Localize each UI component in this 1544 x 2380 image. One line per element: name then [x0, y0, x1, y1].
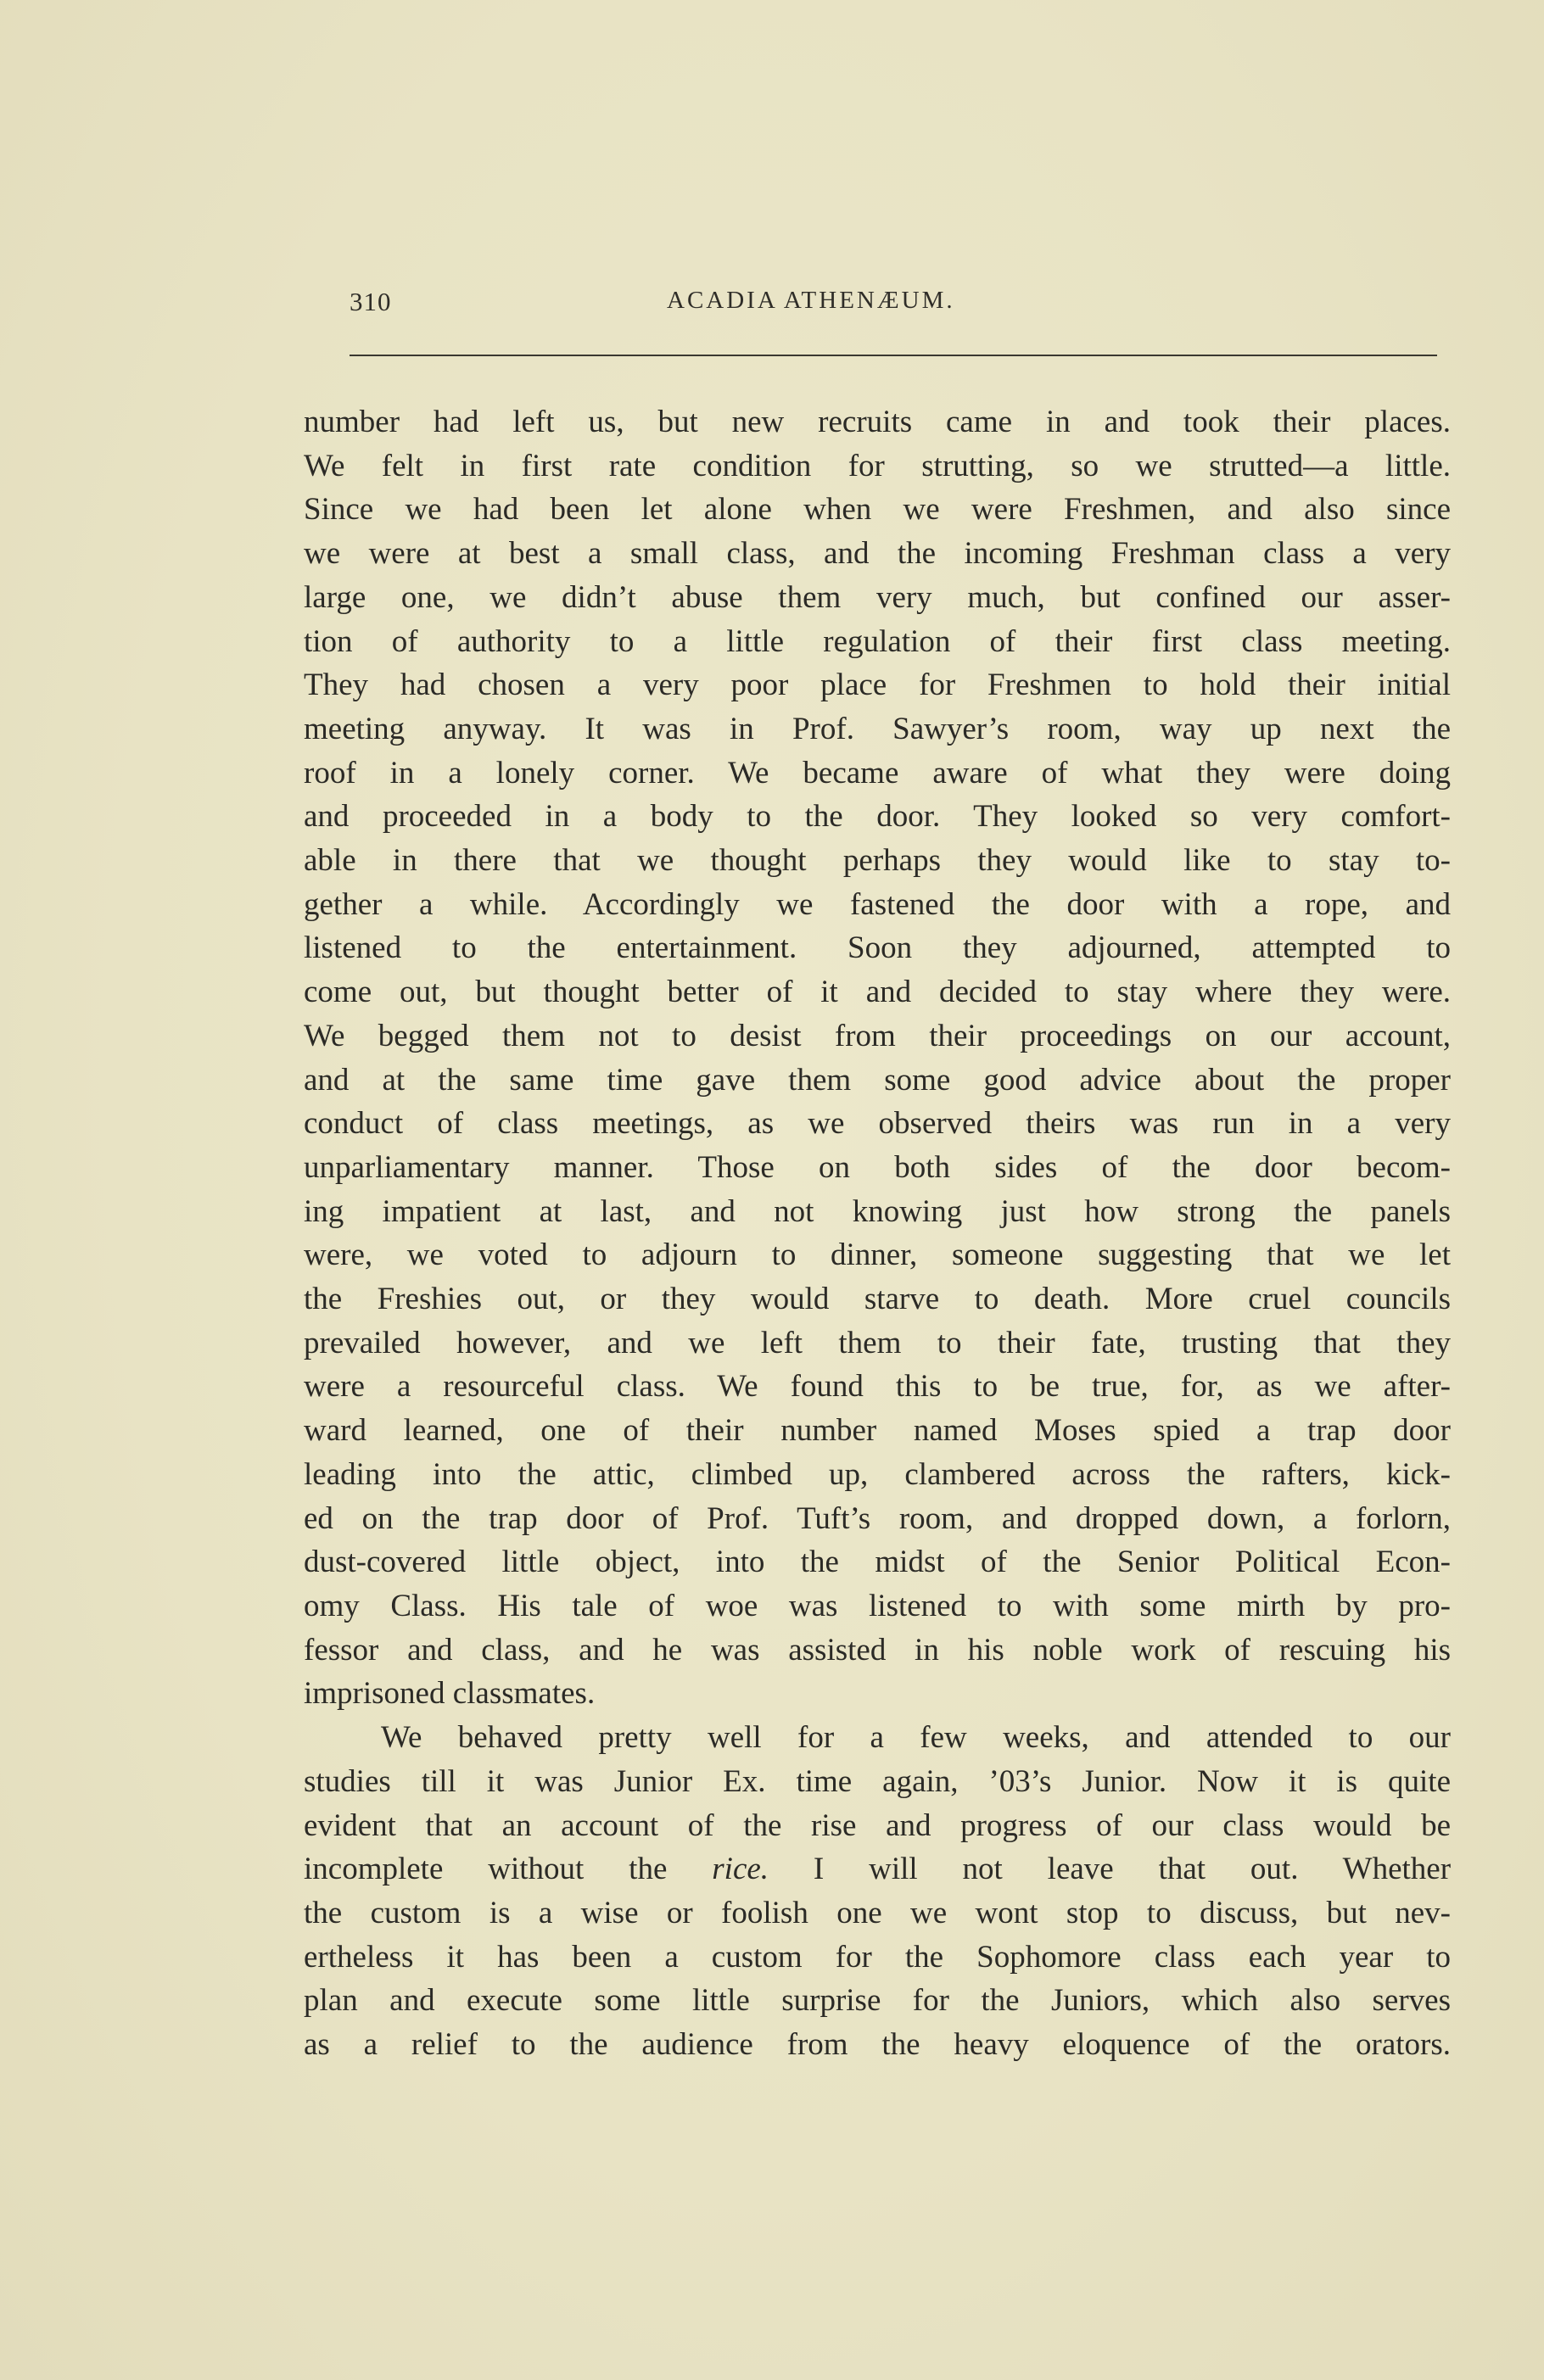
text-line: evident that an account of the rise and progress of our class would be: [304, 1807, 1451, 1843]
text-line: leading into the attic, climbed up, clambered across the rafters, kick-: [304, 1456, 1451, 1492]
text-line: dust-covered little object, into the midst of the Senior Political Econ-: [304, 1545, 1451, 1580]
text-line: imprisoned classmates.: [304, 1676, 596, 1712]
text-line: We behaved pretty well for a few weeks, and attended to our: [381, 1720, 1451, 1756]
text-line: and at the same time gave them some good advice about the proper: [304, 1062, 1451, 1098]
text-line: tion of authority to a little regulation of their first class meeting.: [304, 623, 1451, 659]
text-line: the Freshies out, or they would starve to death. More cruel councils: [304, 1282, 1451, 1317]
text-line: able in there that we thought perhaps they would like to stay to-: [304, 843, 1451, 879]
text-line: ed on the trap door of Prof. Tuft’s room, and dropped down, a forlorn,: [304, 1500, 1451, 1536]
body-text: [304, 400, 1451, 2067]
text-line: number had left us, but new recruits came in and took their places.: [304, 405, 1451, 439]
text-line: we were at best a small class, and the incoming Freshman class a very: [304, 536, 1451, 572]
text-line: as a relief to the audience from the heavy eloquence of the orators.: [304, 2027, 1451, 2063]
text-line: roof in a lonely corner. We became aware of what they were doing: [304, 755, 1451, 791]
text-line: plan and execute some little surprise for the Juniors, which also serves: [304, 1983, 1451, 2019]
text-line: prevailed however, and we left them to their fate, trusting that they: [304, 1325, 1451, 1360]
text-line: They had chosen a very poor place for Freshmen to hold their initial: [304, 668, 1451, 703]
text-line: omy Class. His tale of woe was listened to with some mirth by pro-: [304, 1588, 1451, 1623]
text-line: studies till it was Junior Ex. time again, ’03’s Junior. Now it is quite: [304, 1763, 1451, 1799]
text-line: ertheless it has been a custom for the Sophomore class each year to: [304, 1939, 1451, 1975]
header-rule: [350, 355, 1437, 356]
text-line: large one, we didn’t abuse them very much, but confined our asser-: [304, 579, 1451, 615]
italic-word: rice.: [712, 1852, 769, 1887]
text-line: fessor and class, and he was assisted in his noble work of rescuing his: [304, 1632, 1451, 1668]
text-line: conduct of class meetings, as we observed theirs was run in a very: [304, 1106, 1451, 1142]
text-line: unparliamentary manner. Those on both sides of the door becom-: [304, 1149, 1451, 1185]
text-line: ward learned, one of their number named Moses spied a trap door: [304, 1413, 1451, 1449]
text-line: come out, but thought better of it and decided to stay where they were.: [304, 975, 1451, 1010]
text-line: We begged them not to desist from their proceedings on our account,: [304, 1018, 1451, 1053]
text-line: Since we had been let alone when we were Freshmen, and also since: [304, 492, 1451, 528]
text-line: ing impatient at last, and not knowing just how strong the panels: [304, 1193, 1451, 1229]
text-line: the custom is a wise or foolish one we wont stop to discuss, but nev-: [304, 1895, 1451, 1930]
text-line: were a resourceful class. We found this to be true, for, as we after-: [304, 1369, 1451, 1405]
text-line: and proceeded in a body to the door. They looked so very comfort-: [304, 799, 1451, 835]
text-line: listened to the entertainment. Soon they adjourned, attempted to: [304, 930, 1451, 966]
text-line: were, we voted to adjourn to dinner, someone suggesting that we let: [304, 1237, 1451, 1273]
journal-title: ACADIA ATHENÆUM.: [667, 287, 955, 314]
text-line: [304, 1847, 1451, 1891]
text-segment: I will not leave that out. Whether: [813, 1852, 1452, 1887]
page-number: 310: [350, 287, 392, 316]
running-head: [350, 287, 1442, 329]
text-line: We felt in first rate condition for strutting, so we strutted—a little.: [304, 448, 1451, 483]
text-line: gether a while. Accordingly we fastened the door with a rope, and: [304, 886, 1451, 922]
text-segment: incomplete without the: [304, 1852, 668, 1887]
text-line: meeting anyway. It was in Prof. Sawyer’s room, way up next the: [304, 711, 1451, 746]
